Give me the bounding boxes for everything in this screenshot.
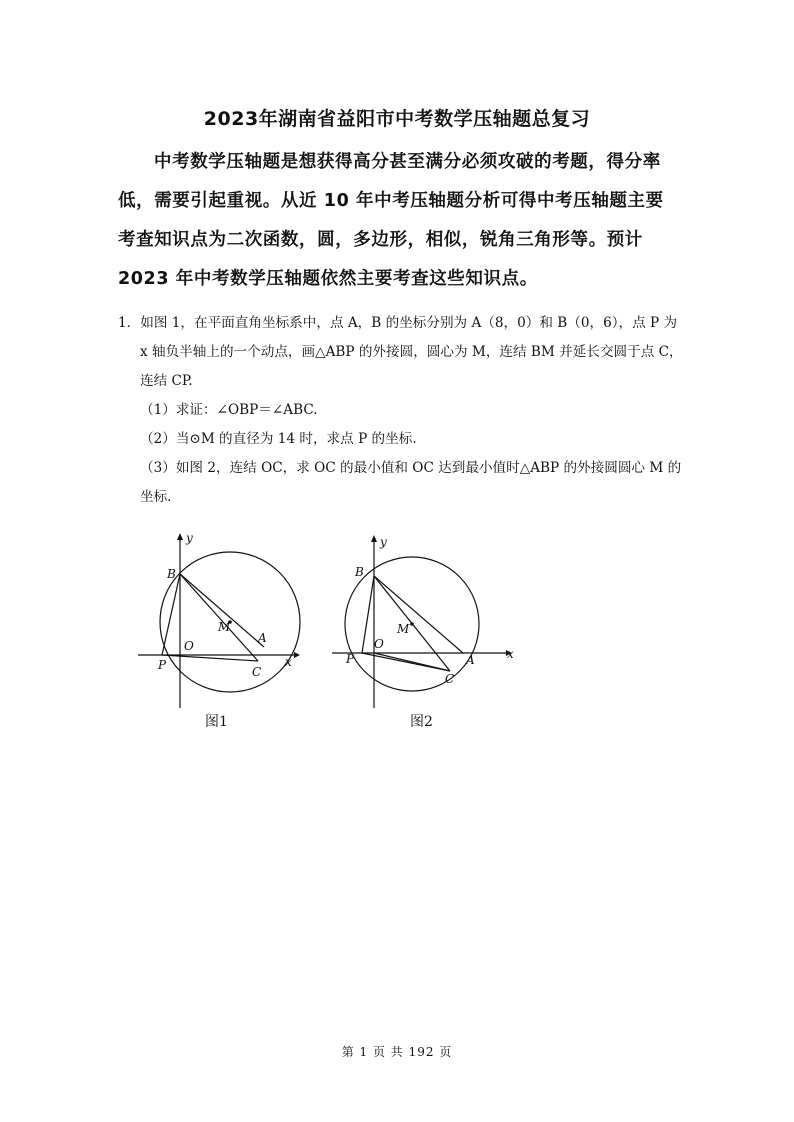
segment-BP [362,576,374,653]
problem-part-3-cont: 坐标. [140,489,172,505]
segment-BA [374,576,463,653]
intro-line: 考查知识点为二次函数，圆，多边形，相似，锐角三角形等。预计 [118,230,643,250]
intro-line: 中考数学压轴题是想获得高分甚至满分必须攻破的考题，得分率 [154,152,661,172]
problem-stem-line: 1．如图 1，在平面直角坐标系中，点 A，B 的坐标分别为 A（8，0）和 B（0，6），点 P 为 [118,315,678,331]
label-B: B [167,567,176,581]
label-O: O [374,637,384,651]
segment-OC [374,653,450,671]
label-x: x [507,647,514,661]
segment-BA [180,574,264,647]
y-axis-arrow [177,533,183,540]
label-A: A [466,653,475,667]
y-axis-arrow [371,535,377,542]
intro-line: 2023 年中考数学压轴题依然主要考查这些知识点。 [118,269,538,289]
problem-number: 1． [118,315,141,331]
problem-part-1: （1）求证：∠OBP＝∠ABC. [140,402,318,418]
label-C: C [252,665,262,679]
problem-part-3: （3）如图 2，连结 OC，求 OC 的最小值和 OC 达到最小值时△ABP 的外接圆圆心 M 的 [140,460,682,476]
intro-line: 低，需要引起重视。从近 10 年中考压轴题分析可得中考压轴题主要 [118,191,664,211]
segment-PC [162,655,258,661]
problem-part-2: （2）当⊙M 的直径为 14 时，求点 P 的坐标. [140,431,417,447]
figure-1-caption: 图1 [205,714,228,730]
label-C: C [445,672,455,686]
page-title: 2023年湖南省益阳市中考数学压轴题总复习 [203,108,591,130]
label-x: x [285,655,292,669]
problem-stem-line: x 轴负半轴上的一个动点，画△ABP 的外接圆，圆心为 M，连结 BM 并延长交圆于点 C， [140,344,683,360]
label-y: y [186,531,193,545]
label-y: y [380,535,387,549]
center-M-point [410,622,414,626]
page-footer: 第 1 页 共 192 页 [341,1045,453,1059]
figure-2-caption: 图2 [410,714,433,730]
problem-stem-line: 连结 CP. [140,373,193,389]
label-O: O [184,639,194,653]
label-M: M [397,622,410,636]
problem-1 [118,309,683,512]
label-M: M [218,620,231,634]
label-P: P [346,652,355,666]
label-B: B [355,565,364,579]
x-axis-arrow [294,652,300,658]
label-A: A [258,631,267,645]
intro-paragraph [118,143,678,299]
figure-2-diagram [326,530,526,710]
segment-BP [162,574,180,655]
figure-1-diagram [134,530,304,710]
label-P: P [158,658,167,672]
